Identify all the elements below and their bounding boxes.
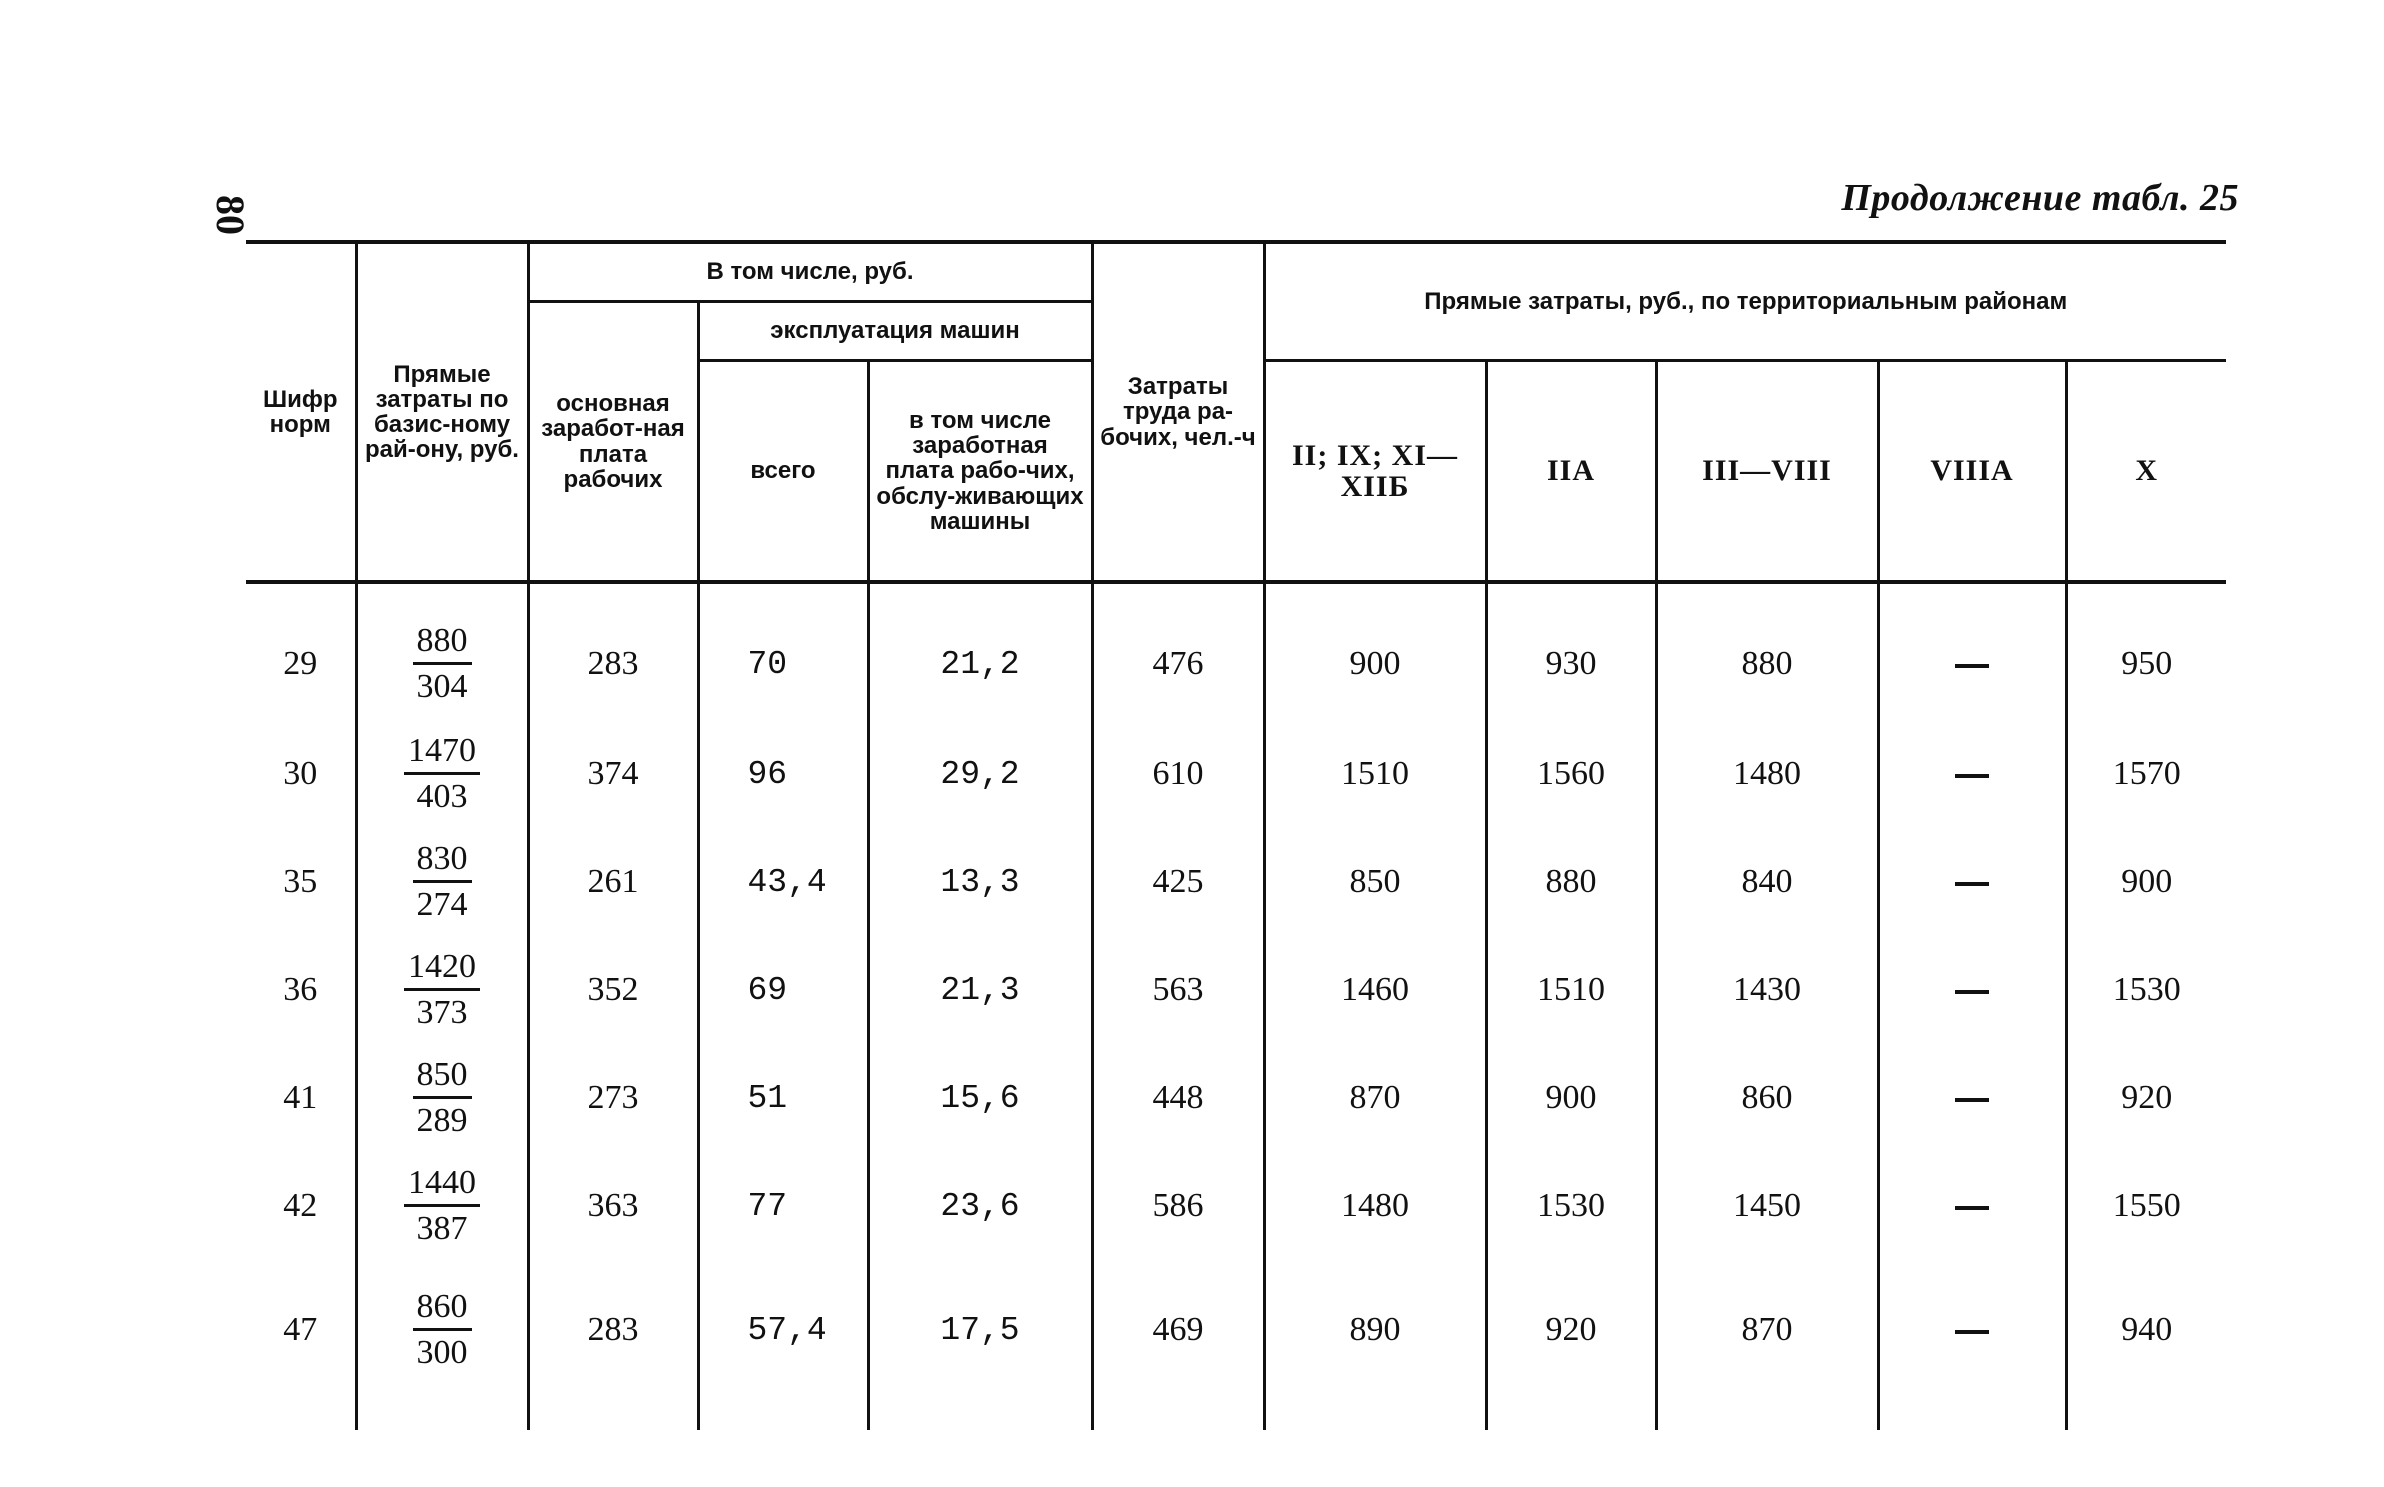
fraction-denominator: 403 xyxy=(416,778,468,816)
cell-region-3: 1480 xyxy=(1656,720,1878,828)
cell-region-3: 860 xyxy=(1656,1044,1878,1152)
cell-region-5: 1570 xyxy=(2066,720,2226,828)
cell-machine-wage: 17,5 xyxy=(868,1260,1092,1430)
cell-basic-wage: 261 xyxy=(528,828,698,936)
fraction-numerator: 1420 xyxy=(404,948,480,991)
header-machine-total: всего xyxy=(698,361,868,583)
fraction-denominator: 373 xyxy=(416,994,468,1032)
fraction xyxy=(413,840,472,924)
table-row xyxy=(246,828,2226,936)
cell-region-3: 1450 xyxy=(1656,1152,1878,1260)
cell-region-1: 1480 xyxy=(1264,1152,1486,1260)
table-row xyxy=(246,1044,2226,1152)
cell-basic-wage: 283 xyxy=(528,1260,698,1430)
fraction xyxy=(413,1056,472,1140)
header-region-4: VIIIА xyxy=(1878,361,2066,583)
cell-machine-wage: 29,2 xyxy=(868,720,1092,828)
cell-labor: 448 xyxy=(1092,1044,1264,1152)
cell-machine-wage: 15,6 xyxy=(868,1044,1092,1152)
cell-region-2: 930 xyxy=(1486,582,1656,720)
cell-region-3: 1430 xyxy=(1656,936,1878,1044)
header-regions-group: Прямые затраты, руб., по территориальным районам xyxy=(1264,242,2226,361)
cell-basic-wage: 283 xyxy=(528,582,698,720)
cell-code: 42 xyxy=(283,1187,318,1224)
cell-region-2: 900 xyxy=(1486,1044,1656,1152)
cell-region-2: 1510 xyxy=(1486,936,1656,1044)
cell-code: 47 xyxy=(283,1311,318,1348)
cell-region-4 xyxy=(1878,1044,2066,1152)
cell-basic-wage: 363 xyxy=(528,1152,698,1260)
cell-region-2: 1560 xyxy=(1486,720,1656,828)
cell-labor: 469 xyxy=(1092,1260,1264,1430)
cell-region-1: 870 xyxy=(1264,1044,1486,1152)
header-code: Шифр норм xyxy=(246,242,356,582)
table-row xyxy=(246,1152,2226,1260)
cell-machine-total: 96 xyxy=(698,720,868,828)
cell-region-2: 1530 xyxy=(1486,1152,1656,1260)
header-machine-group: эксплуатация машин xyxy=(698,302,1092,361)
fraction-denominator: 304 xyxy=(416,668,468,706)
fraction-denominator: 289 xyxy=(416,1102,468,1140)
header-labor: Затраты труда ра-бочих, чел.-ч xyxy=(1092,242,1264,582)
fraction-numerator: 850 xyxy=(413,1056,472,1099)
cell-base-cost xyxy=(356,1044,528,1152)
table-row xyxy=(246,936,2226,1044)
cell-region-1: 1460 xyxy=(1264,936,1486,1044)
header-region-2: IIА xyxy=(1486,361,1656,583)
cell-code: 35 xyxy=(283,863,318,900)
cell-region-4 xyxy=(1878,582,2066,720)
cell-region-4 xyxy=(1878,720,2066,828)
cell-machine-total: 77 xyxy=(698,1152,868,1260)
dash-mark xyxy=(1955,1330,1989,1334)
cell-region-1: 900 xyxy=(1264,582,1486,720)
fraction xyxy=(404,1164,480,1248)
header-machine-wage: в том числе заработная плата рабо-чих, обслу-живающих машины xyxy=(868,361,1092,583)
cell-code: 30 xyxy=(283,755,318,792)
fraction-numerator: 880 xyxy=(413,622,472,665)
fraction xyxy=(413,1288,472,1372)
cell-base-cost xyxy=(356,1260,528,1430)
cell-base-cost xyxy=(356,1152,528,1260)
fraction-numerator: 1440 xyxy=(404,1164,480,1207)
cell-base-cost xyxy=(356,582,528,720)
cell-basic-wage: 273 xyxy=(528,1044,698,1152)
dash-mark xyxy=(1955,1206,1989,1210)
header-basic-wage: основная заработ-ная плата рабочих xyxy=(528,302,698,583)
cell-region-4 xyxy=(1878,936,2066,1044)
cell-machine-total: 51 xyxy=(698,1044,868,1152)
cell-base-cost xyxy=(356,828,528,936)
cell-region-1: 850 xyxy=(1264,828,1486,936)
cell-region-5: 920 xyxy=(2066,1044,2226,1152)
cell-machine-total: 70 xyxy=(698,582,868,720)
cell-region-5: 1530 xyxy=(2066,936,2226,1044)
table-row xyxy=(246,1260,2226,1430)
cell-labor: 610 xyxy=(1092,720,1264,828)
cell-machine-wage: 21,2 xyxy=(868,582,1092,720)
cell-region-1: 1510 xyxy=(1264,720,1486,828)
table-body xyxy=(246,582,2226,1430)
fraction-numerator: 1470 xyxy=(404,732,480,775)
cell-basic-wage: 374 xyxy=(528,720,698,828)
dash-mark xyxy=(1955,664,1989,668)
cell-code: 29 xyxy=(283,645,318,682)
header-region-5: X xyxy=(2066,361,2226,583)
dash-mark xyxy=(1955,1098,1989,1102)
cell-machine-total: 57,4 xyxy=(698,1260,868,1430)
fraction xyxy=(404,948,480,1032)
cell-region-2: 880 xyxy=(1486,828,1656,936)
cell-labor: 586 xyxy=(1092,1152,1264,1260)
cell-region-4 xyxy=(1878,1152,2066,1260)
fraction xyxy=(413,622,472,706)
cell-region-5: 1550 xyxy=(2066,1152,2226,1260)
cell-region-5: 940 xyxy=(2066,1260,2226,1430)
page-number: 80 xyxy=(208,195,253,235)
cell-labor: 476 xyxy=(1092,582,1264,720)
cell-region-5: 950 xyxy=(2066,582,2226,720)
cell-region-3: 870 xyxy=(1656,1260,1878,1430)
cell-region-3: 840 xyxy=(1656,828,1878,936)
cell-machine-total: 69 xyxy=(698,936,868,1044)
header-including-group: В том числе, руб. xyxy=(528,242,1092,302)
dash-mark xyxy=(1955,990,1989,994)
table-caption: Продолжение табл. 25 xyxy=(1841,177,2239,219)
cell-basic-wage: 352 xyxy=(528,936,698,1044)
cell-labor: 425 xyxy=(1092,828,1264,936)
cell-region-2: 920 xyxy=(1486,1260,1656,1430)
cell-region-4 xyxy=(1878,828,2066,936)
header-region-3: III—VIII xyxy=(1656,361,1878,583)
table-header xyxy=(246,242,2226,582)
fraction-denominator: 274 xyxy=(416,886,468,924)
fraction xyxy=(404,732,480,816)
cell-labor: 563 xyxy=(1092,936,1264,1044)
dash-mark xyxy=(1955,774,1989,778)
fraction-denominator: 300 xyxy=(416,1334,468,1372)
fraction-denominator: 387 xyxy=(416,1210,468,1248)
header-base-cost: Прямые затраты по базис-ному рай-ону, руб. xyxy=(356,242,528,582)
fraction-numerator: 830 xyxy=(413,840,472,883)
cell-region-1: 890 xyxy=(1264,1260,1486,1430)
cell-machine-wage: 13,3 xyxy=(868,828,1092,936)
dash-mark xyxy=(1955,882,1989,886)
cell-code: 36 xyxy=(283,971,318,1008)
cell-code: 41 xyxy=(283,1079,318,1116)
cell-base-cost xyxy=(356,936,528,1044)
table-row xyxy=(246,720,2226,828)
fraction-numerator: 860 xyxy=(413,1288,472,1331)
cell-base-cost xyxy=(356,720,528,828)
cost-table xyxy=(246,240,2226,1430)
header-region-1: II; IX; XI—XIIБ xyxy=(1264,361,1486,583)
cell-machine-wage: 23,6 xyxy=(868,1152,1092,1260)
cell-machine-total: 43,4 xyxy=(698,828,868,936)
cell-region-4 xyxy=(1878,1260,2066,1430)
cell-region-3: 880 xyxy=(1656,582,1878,720)
table-row xyxy=(246,582,2226,720)
cell-machine-wage: 21,3 xyxy=(868,936,1092,1044)
cell-region-5: 900 xyxy=(2066,828,2226,936)
